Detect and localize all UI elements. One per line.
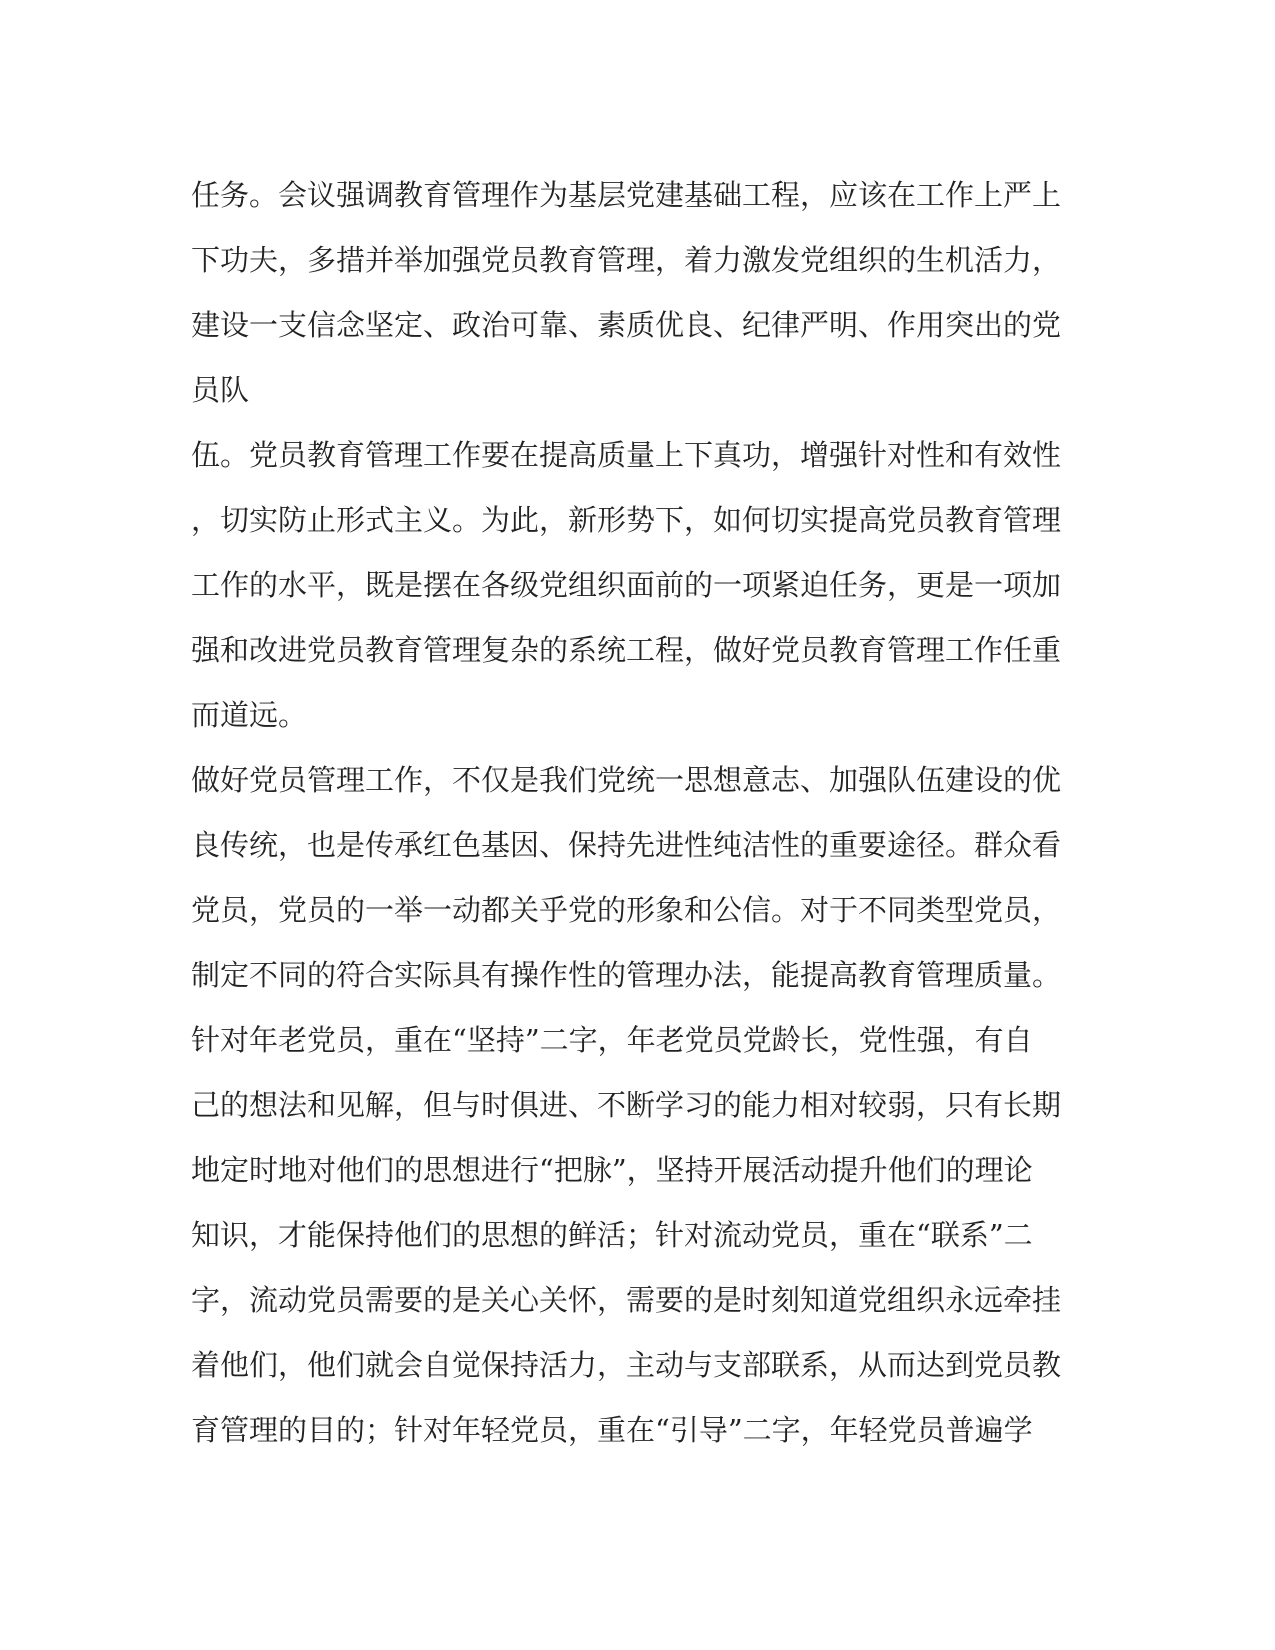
- text-line: 制定不同的符合实际具有操作性的管理办法，能提高教育管理质量。: [191, 958, 1062, 992]
- text-line: 伍。党员教育管理工作要在提高质量上下真功，增强针对性和有效性: [191, 438, 1062, 472]
- text-line: ，切实防止形式主义。为此，新形势下，如何切实提高党员教育管理: [191, 503, 1062, 537]
- text-line: 做好党员管理工作，不仅是我们党统一思想意志、加强队伍建设的优: [191, 763, 1062, 797]
- text-line: 党员，党员的一举一动都关乎党的形象和公信。对于不同类型党员，: [191, 893, 1062, 927]
- text-line: 育管理的目的；针对年轻党员，重在“引导”二字，年轻党员普遍学: [191, 1413, 1033, 1447]
- text-line: 己的想法和见解，但与时俱进、不断学习的能力相对较弱，只有长期: [191, 1088, 1062, 1122]
- body-text: [191, 163, 1071, 1463]
- text-line: 针对年老党员，重在“坚持”二字，年老党员党龄长，党性强，有自: [191, 1023, 1033, 1057]
- text-line: 工作的水平，既是摆在各级党组织面前的一项紧迫任务，更是一项加: [191, 568, 1062, 602]
- text-line: 建设一支信念坚定、政治可靠、素质优良、纪律严明、作用突出的党: [191, 308, 1062, 342]
- text-line: 强和改进党员教育管理复杂的系统工程，做好党员教育管理工作任重: [191, 633, 1062, 667]
- text-line: 下功夫，多措并举加强党员教育管理，着力激发党组织的生机活力，: [191, 243, 1062, 277]
- text-line: 任务。会议强调教育管理作为基层党建基础工程，应该在工作上严上: [191, 178, 1062, 212]
- text-line: 而道远。: [191, 698, 308, 732]
- text-line: 字，流动党员需要的是关心关怀，需要的是时刻知道党组织永远牵挂: [191, 1283, 1062, 1317]
- text-line: 着他们，他们就会自觉保持活力，主动与支部联系，从而达到党员教: [191, 1348, 1062, 1382]
- text-line: 良传统，也是传承红色基因、保持先进性纯洁性的重要途径。群众看: [191, 828, 1062, 862]
- text-line: 地定时地对他们的思想进行“把脉”，坚持开展活动提升他们的理论: [191, 1153, 1033, 1187]
- text-line: 员队: [191, 373, 250, 407]
- text-line: 知识，才能保持他们的思想的鲜活；针对流动党员，重在“联系”二: [191, 1218, 1033, 1252]
